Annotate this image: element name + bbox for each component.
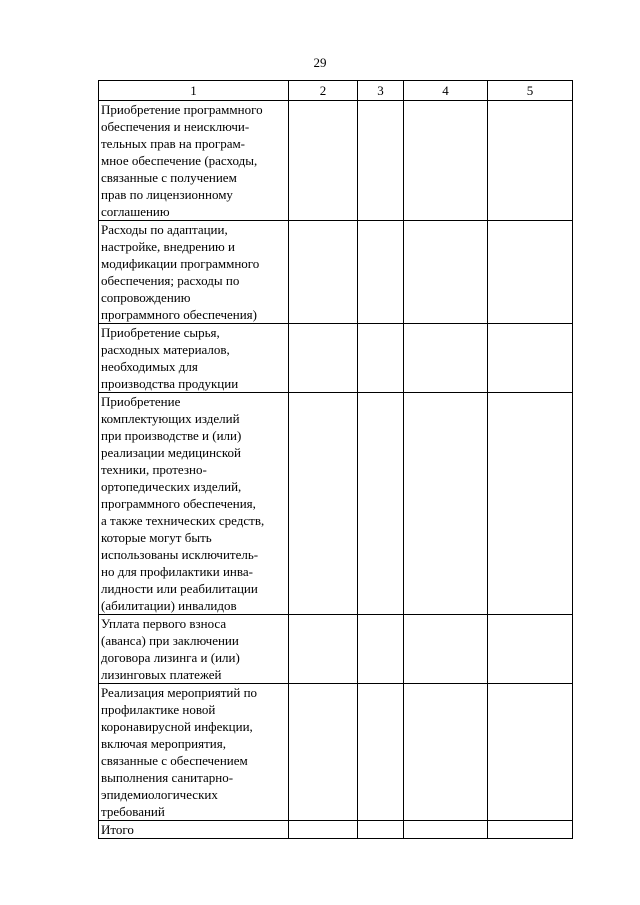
table-cell: [358, 393, 404, 615]
table-cell: [488, 821, 573, 839]
table-row: [99, 615, 573, 684]
page-number: 29: [313, 55, 327, 70]
row-label: Приобретение комплектующих изделий при производстве и (или) реализации медицинской техники, протезно- ортопедических изделий, программного обеспечения, а также технических средств, которые могут быть использованы исключитель- но для профилактики инва- лидности или реабилитации (абилитации) инвалидов: [99, 393, 289, 615]
table-cell: [488, 615, 573, 684]
table-cell: [404, 101, 488, 221]
table-cell: [289, 821, 358, 839]
table-row: [99, 324, 573, 393]
row-label: Расходы по адаптации, настройке, внедрению и модификации программного обеспечения; расходы по сопровождению программного обеспечения): [99, 221, 289, 324]
table-cell: [358, 101, 404, 221]
row-label: Приобретение сырья, расходных материалов, необходимых для производства продукции: [99, 324, 289, 393]
column-header-4: 4: [404, 81, 488, 101]
column-header-5: 5: [488, 81, 573, 101]
table-cell: [404, 393, 488, 615]
table-cell: [404, 324, 488, 393]
table-cell: [289, 221, 358, 324]
expense-table: [98, 80, 573, 839]
table-cell: [289, 615, 358, 684]
table-cell: [488, 101, 573, 221]
table-cell: [488, 684, 573, 821]
total-label: Итого: [99, 821, 289, 839]
table-cell: [488, 221, 573, 324]
table-row: [99, 684, 573, 821]
table-cell: [289, 393, 358, 615]
table-cell: [404, 221, 488, 324]
table-cell: [358, 615, 404, 684]
table-row: [99, 393, 573, 615]
table-cell: [289, 684, 358, 821]
table-cell: [404, 821, 488, 839]
column-header-1: 1: [99, 81, 289, 101]
table-cell: [404, 615, 488, 684]
table-cell: [488, 324, 573, 393]
column-header-3: 3: [358, 81, 404, 101]
table-row: [99, 101, 573, 221]
table-cell: [358, 221, 404, 324]
table-cell: [488, 393, 573, 615]
row-label: Уплата первого взноса (аванса) при заключении договора лизинга и (или) лизинговых платежей: [99, 615, 289, 684]
row-label: Реализация мероприятий по профилактике новой коронавирусной инфекции, включая мероприятия, связанные с обеспечением выполнения санитарно- эпидемиологических требований: [99, 684, 289, 821]
table-cell: [358, 821, 404, 839]
column-header-2: 2: [289, 81, 358, 101]
header-row: [99, 81, 573, 101]
table-row: [99, 221, 573, 324]
table-cell: [289, 324, 358, 393]
table-cell: [404, 684, 488, 821]
table-cell: [289, 101, 358, 221]
table-cell: [358, 684, 404, 821]
row-label: Приобретение программного обеспечения и неисключи- тельных прав на програм- мное обеспечение (расходы, связанные с получением прав по лицензионному соглашению: [99, 101, 289, 221]
table-cell: [358, 324, 404, 393]
total-row: [99, 821, 573, 839]
